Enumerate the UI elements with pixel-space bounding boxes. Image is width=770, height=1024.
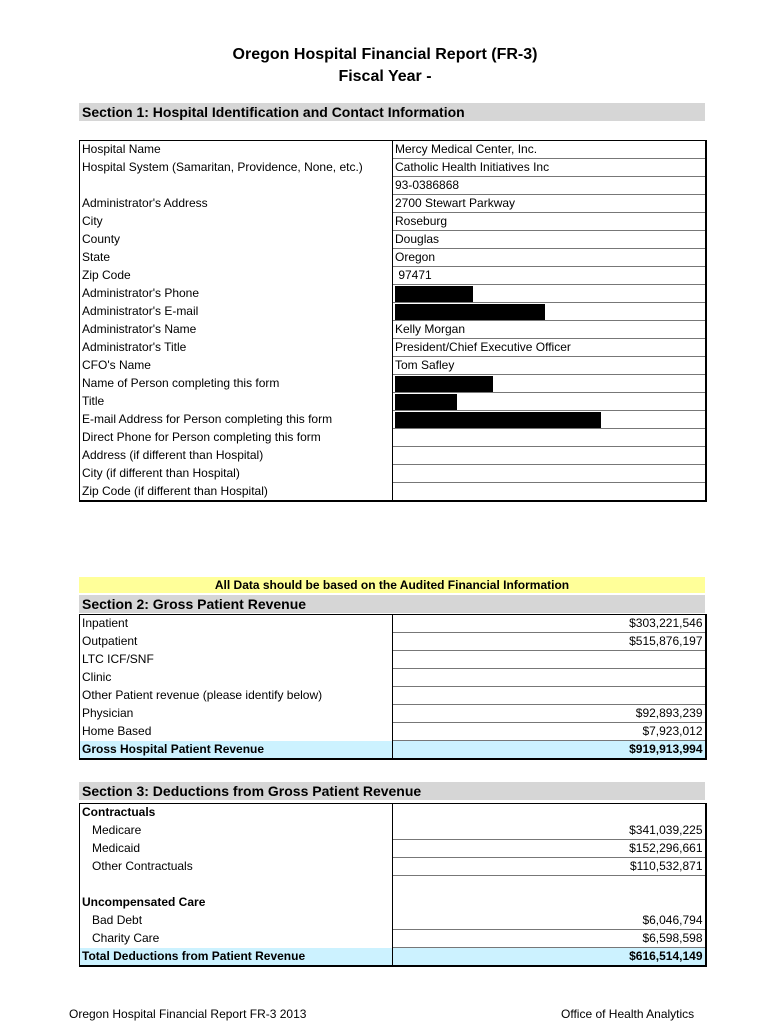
section2-label: Inpatient <box>80 615 393 633</box>
section1-label: Administrator's E-mail <box>80 303 393 321</box>
section1-label: E-mail Address for Person completing this form <box>80 411 393 429</box>
redaction-block <box>395 376 493 392</box>
section3-value <box>393 876 706 894</box>
section1-label: Zip Code (if different than Hospital) <box>80 483 393 501</box>
section1-value: Tom Safley <box>393 357 706 375</box>
section1-row <box>80 375 706 393</box>
section1-label: Hospital System (Samaritan, Providence, None, etc.) <box>80 159 393 177</box>
section1-row <box>80 411 706 429</box>
section1-label: Name of Person completing this form <box>80 375 393 393</box>
section3-row <box>80 948 706 967</box>
section3-value: $152,296,661 <box>393 840 706 858</box>
section1-row <box>80 447 706 465</box>
section1-value-redacted <box>393 303 706 321</box>
section1-value <box>393 447 706 465</box>
redaction-block <box>395 304 545 320</box>
section1-value: Kelly Morgan <box>393 321 706 339</box>
section2-value: $7,923,012 <box>393 723 706 741</box>
section2-row <box>80 651 706 669</box>
section1-label: City <box>80 213 393 231</box>
section1-value: 93-0386868 <box>393 177 706 195</box>
section1-row <box>80 141 706 159</box>
section1-label: Administrator's Title <box>80 339 393 357</box>
section2-value: $303,221,546 <box>393 615 706 633</box>
footer-right: Office of Health Analytics <box>561 1007 695 1021</box>
section1-value: Catholic Health Initiatives Inc <box>393 159 706 177</box>
section1-table <box>79 140 707 502</box>
section2-row <box>80 669 706 687</box>
section2-label: LTC ICF/SNF <box>80 651 393 669</box>
footer-left: Oregon Hospital Financial Report FR-3 2013 <box>69 1007 307 1021</box>
section2-row <box>80 633 706 651</box>
page-subtitle: Fiscal Year - <box>338 68 432 85</box>
section3-label: Uncompensated Care <box>80 894 393 912</box>
section1-label <box>80 177 393 195</box>
section3-row <box>80 912 706 930</box>
section1-label: Address (if different than Hospital) <box>80 447 393 465</box>
section1-row <box>80 393 706 411</box>
section1-row <box>80 321 706 339</box>
section1-row <box>80 285 706 303</box>
section3-value <box>393 894 706 912</box>
section3-row <box>80 876 706 894</box>
section3-label: Contractuals <box>80 804 393 822</box>
section1-label: CFO's Name <box>80 357 393 375</box>
section3-row <box>80 930 706 948</box>
section1-row <box>80 213 706 231</box>
section1-label: State <box>80 249 393 267</box>
page-title: Oregon Hospital Financial Report (FR-3) <box>232 46 538 63</box>
section3-heading: Section 3: Deductions from Gross Patient Revenue <box>79 782 705 800</box>
redaction-block <box>395 394 457 410</box>
section2-label: Other Patient revenue (please identify below) <box>80 687 393 705</box>
section1-label: Administrator's Name <box>80 321 393 339</box>
section1-row <box>80 159 706 177</box>
section3-label: Bad Debt <box>80 912 393 930</box>
section2-row <box>80 687 706 705</box>
section3-label <box>80 876 393 894</box>
section1-row <box>80 465 706 483</box>
section1-value <box>393 429 706 447</box>
section3-label: Medicare <box>80 822 393 840</box>
section3-label: Other Contractuals <box>80 858 393 876</box>
section2-row <box>80 615 706 633</box>
section1-value: Mercy Medical Center, Inc. <box>393 141 706 159</box>
section3-label: Total Deductions from Patient Revenue <box>80 948 393 967</box>
section1-row <box>80 195 706 213</box>
section1-label: City (if different than Hospital) <box>80 465 393 483</box>
section1-value <box>393 465 706 483</box>
section2-row <box>80 723 706 741</box>
section3-value: $616,514,149 <box>393 948 706 967</box>
section1-row <box>80 303 706 321</box>
section1-value: Douglas <box>393 231 706 249</box>
section2-row <box>80 705 706 723</box>
section1-value: Roseburg <box>393 213 706 231</box>
section3-label: Medicaid <box>80 840 393 858</box>
section2-label: Home Based <box>80 723 393 741</box>
section1-label: County <box>80 231 393 249</box>
section1-value: 2700 Stewart Parkway <box>393 195 706 213</box>
section1-row <box>80 357 706 375</box>
section3-value: $6,598,598 <box>393 930 706 948</box>
section2-table <box>79 614 707 760</box>
section2-value <box>393 669 706 687</box>
section2-value: $515,876,197 <box>393 633 706 651</box>
section1-label: Direct Phone for Person completing this form <box>80 429 393 447</box>
section3-row <box>80 822 706 840</box>
section1-value: President/Chief Executive Officer <box>393 339 706 357</box>
section1-value-redacted <box>393 375 706 393</box>
section1-label: Administrator's Address <box>80 195 393 213</box>
section3-value: $6,046,794 <box>393 912 706 930</box>
section1-value: Oregon <box>393 249 706 267</box>
section1-label: Title <box>80 393 393 411</box>
section2-label: Clinic <box>80 669 393 687</box>
section1-label: Administrator's Phone <box>80 285 393 303</box>
section3-value <box>393 804 706 822</box>
redaction-block <box>395 286 473 302</box>
section1-heading: Section 1: Hospital Identification and Contact Information <box>79 103 705 121</box>
section3-row <box>80 894 706 912</box>
section2-value <box>393 651 706 669</box>
section1-row <box>80 267 706 285</box>
section1-value: 97471 <box>393 267 706 285</box>
section3-value: $110,532,871 <box>393 858 706 876</box>
section2-row <box>80 741 706 760</box>
section2-value: $919,913,994 <box>393 741 706 760</box>
section1-value-redacted <box>393 285 706 303</box>
section1-label: Zip Code <box>80 267 393 285</box>
section1-row <box>80 249 706 267</box>
section1-row <box>80 339 706 357</box>
section3-label: Charity Care <box>80 930 393 948</box>
section1-row <box>80 231 706 249</box>
section2-value <box>393 687 706 705</box>
section1-value-redacted <box>393 411 706 429</box>
redaction-block <box>395 412 601 428</box>
section3-row <box>80 804 706 822</box>
section1-row <box>80 483 706 501</box>
section2-label: Outpatient <box>80 633 393 651</box>
audited-note: All Data should be based on the Audited Financial Information <box>79 577 705 593</box>
section1-value <box>393 483 706 501</box>
section2-heading: Section 2: Gross Patient Revenue <box>79 595 705 613</box>
section3-row <box>80 840 706 858</box>
section3-row <box>80 858 706 876</box>
section3-value: $341,039,225 <box>393 822 706 840</box>
section2-label: Physician <box>80 705 393 723</box>
section3-table <box>79 803 707 967</box>
section1-label: Hospital Name <box>80 141 393 159</box>
section1-row <box>80 429 706 447</box>
section2-value: $92,893,239 <box>393 705 706 723</box>
section2-label: Gross Hospital Patient Revenue <box>80 741 393 760</box>
section1-value-redacted <box>393 393 706 411</box>
section1-row <box>80 177 706 195</box>
